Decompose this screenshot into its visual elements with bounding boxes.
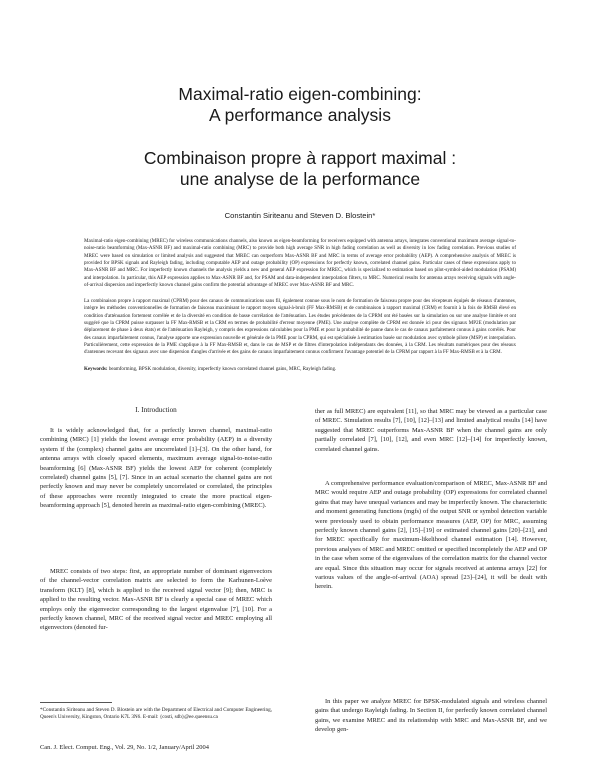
authors: Constantin Siriteanu and Steven D. Blostein*	[224, 211, 376, 220]
intro-paragraph-1-text: It is widely acknowledged that, for a perfectly known channel, maximal-ratio combining (MRC) [1] yields the lowest average error probability (AEP) in a diversity system if the (complex) channel gains are uncorrelated [1]–[3]. On the other hand, for antenna arrays with closely spaced elements, maximum average signal-to-noise-ratio beamforming [6] (Max-ASNR BF) yields the lowest AEP for coherent (completely correlated) channel gains [5], [7]. Since in an actual scenario the channel gains are not perfectly known and may never be completely uncorrelated or correlated, the principles of these approaches were recently integrated to create the more practical eigen-beamforming approach [5], denoted herein as maximal-ratio eigen-combining (MREC).	[40, 427, 272, 510]
journal-citation: Can. J. Elect. Comput. Eng., Vol. 29, No. 1/2, January/April 2004	[40, 744, 209, 751]
section-heading-introduction: I. Introduction	[135, 406, 177, 414]
intro-paragraph-2-text: MREC consists of two steps: first, an appropriate number of dominant eigenvectors of the channel-vector correlation matrix are selected to form the Karhunen-Loève transform (KLT) [8], which is applied to the received signal vector [9]; then, MRC is applied to the resulting vector. Max-ASNR BF is clearly a special case of MREC which employs only the eigenvector corresponding to the largest eigenvalue [7], [10]. For a perfectly known channel, MRC of the received signal vector and MREC employing all eigenvectors (denoted fur-	[40, 568, 272, 632]
title-french-line-2: une analyse de la performance	[179, 169, 421, 189]
author-footnote: *Constantin Siriteanu and Steven D. Blostein are with the Department of Electrical and Computer Engineering, Queen's University, Kingston, Ontario K7L 3N6. E-mail: {costi, sdb}@ee.queensu.ca	[40, 707, 272, 721]
intro-paragraph-1	[40, 426, 272, 511]
abstract-english: Maximal-ratio eigen-combining (MREC) for wireless communications channels, also known as eigen-beamforming for receivers equipped with antenna arrays, integrates conventional maximum average signal-to-noise-ratio beamforming (Max-ASNR BF) and maximal-ratio combining (MRC) to provide both high average SNR in high fading correlation as well as diversity in low fading correlation. Previous studies of MREC were based on simulation or limited analysis and suggested that MREC can outperform Max-ASNR BF and MRC in terms of average error probability (AEP). A comprehensive analysis of MREC is provided for BPSK signals and Rayleigh fading, including computable AEP and outage probability (OP) expressions for perfectly known, correlated channel gains. Particular cases of these expressions apply to Max-ASNR BF and MRC. For imperfectly known channels the analysis yields a new and general AEP expression for MREC, which is specialized to estimation based on pilot-symbol-aided modulation (PSAM) and interpolation. In particular, this AEP expression applies to Max-ASNR BF and, for PSAM and data-independent interpolation filters, to MRC. Numerical results for antenna arrays receiving signals with angle-of-arrival dispersion and imperfectly known channel gains confirm the potential advantage of MREC over Max-ASNR BF and MRC.	[84, 238, 516, 289]
title-french	[0, 148, 600, 190]
footnote-divider	[40, 702, 112, 703]
intro-paragraph-4-text: A comprehensive performance evaluation/comparison of MREC, Max-ASNR BF and MRC would require AEP and outage probability (OP) expressions for correlated channel gains that may have unequal variances and may be imperfectly known. The characteristic and moment generating functions (mgfs) of the output SNR or symbol detection variable were previously used to obtain performance measures (AEP, OP) for MRC, assuming perfectly known channel gains [2], [15]–[19] or estimated channel gains [20]–[21], and for MREC specifically for maximum-likelihood channel estimation [14]. However, previous analyses of MRC and MREC omitted or specified incompletely the AEP and OP in the case when some of the eigenvalues of the correlation matrix for the channel vector are equal. Since this situation may occur for signals received at antenna arrays [22] for various values of the angle-of-arrival (AOA) spread [23]–[24], it will be dealt with herein.	[315, 480, 547, 591]
intro-paragraph-3-text: ther as full MREC) are equivalent [11], so that MRC may be viewed as a particular case of MREC. Simulation results [7], [10], [12]–[13] and limited analytical results [14] have suggested that MREC outperforms Max-ASNR BF when the channel gains are only partially correlated [7], [10], [12], and even MRC [12]–[14] for imperfectly known, correlated channel gains.	[315, 408, 547, 453]
title-english-line-1: Maximal-ratio eigen-combining:	[178, 84, 422, 104]
abstract-french: La combinaison propre à rapport maximal (CPRM) pour des canaux de communications sans fil, également connue sous le nom de formation de faisceau propre pour des récepteurs équipés de réseaux d'antennes, intègre les méthodes conventionnelles de formation de faisceau maximisant le rapport moyen signal-à-bruit (FF Max-RMSB) et de combinaison à rapport maximal (CRM) et fournit à la fois de RMSB élevé en condition d'atténuation fortement corrélée et de la diversité en condition de basse corrélation de l'atténuation. Les études précédentes de la CPRM ont été basées sur la simulation ou sur une analyse limitée et ont suggéré que la CPRM puisse surpasser la FF Max-RMSB et la CRM en termes de probabilité d'erreur moyenne (PME). Une analyse complète de CPRM est donnée ici pour des signaux MP2E (modulation par déplacement de phase à deux états) et de l'atténuation Rayleigh, y compris des expressions calculables pour la PME et pour la probabilité de panne dans le cas de canaux parfaitement connus à gains corrélés. Pour des canaux imparfaitement connus, l'analyse apporte une expression nouvelle et générale de la PME pour la CPRM, qui est spécialisée à estimation basée sur modulation avec symbole pilote (MSP) et interpolation. Particulièrement, cette expression de la PME s'applique à la FF Max-RMSB et, dans le cas de MSP et de filtres d'interpolation indépendants des données, à la CRM. Les résultats numériques pour des réseaux d'antennes recevant des signaux avec une dispersion d'angles d'arrivée et des gains de canaux imparfaitement connus confirment l'avantage potentiel de la CPRM par rapport à la FF Max-RMSB et à la CRM.	[84, 298, 516, 356]
title-english	[0, 84, 600, 126]
intro-paragraph-2	[40, 567, 272, 633]
keywords	[84, 366, 516, 373]
intro-paragraph-5	[315, 697, 547, 735]
title-french-line-1: Combinaison propre à rapport maximal :	[143, 148, 457, 168]
intro-paragraph-3	[315, 407, 547, 454]
keywords-label: Keywords:	[84, 366, 108, 372]
title-english-line-2: A performance analysis	[209, 105, 391, 125]
keywords-text: beamforming, BPSK modulation, diversity, imperfectly known correlated channel gains, MRC, Rayleigh fading.	[107, 366, 337, 372]
intro-paragraph-4	[315, 479, 547, 592]
intro-paragraph-5-text: In this paper we analyze MREC for BPSK-modulated signals and wireless channel gains that undergo Rayleigh fading. In Section II, for perfectly known correlated channel gains, we examine MREC and its relationship with MRC and Max-ASNR BF, and we develop gen-	[315, 698, 547, 734]
